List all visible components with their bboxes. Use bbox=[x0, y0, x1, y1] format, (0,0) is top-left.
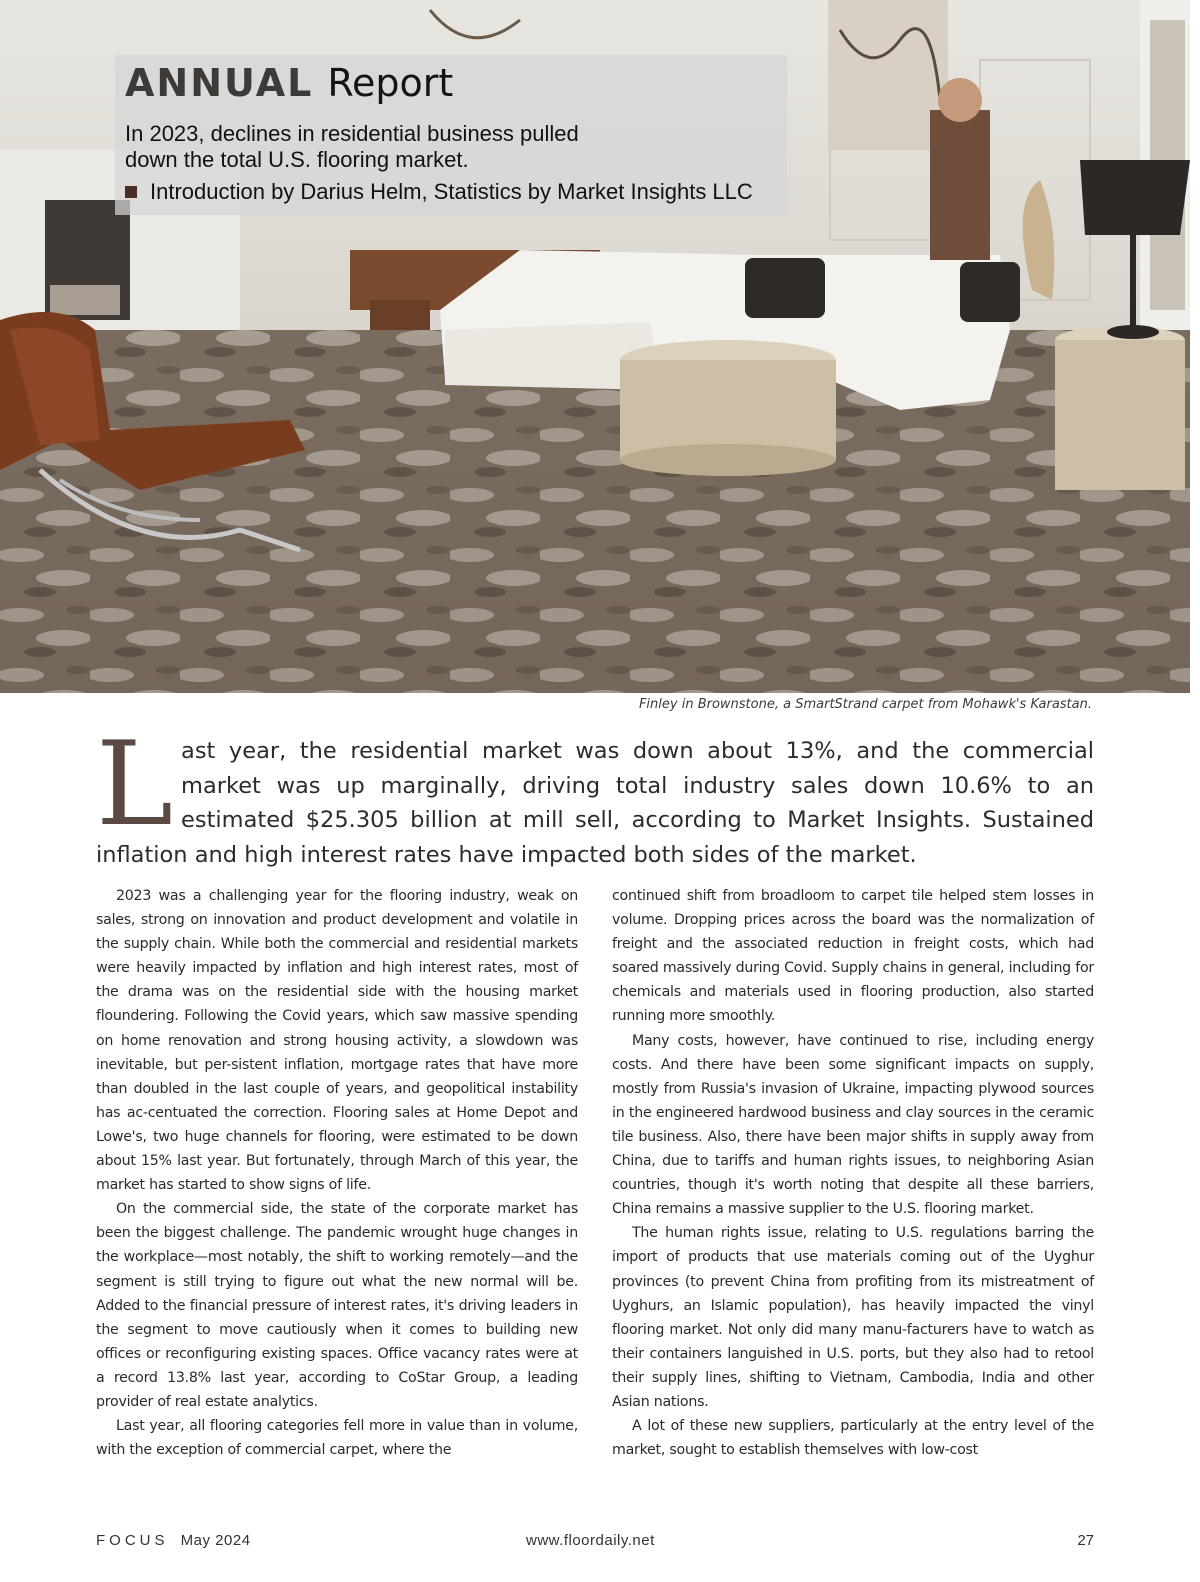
byline-text: Introduction by Darius Helm, Statistics by Market Insights LLC bbox=[150, 179, 753, 204]
body-column-right bbox=[612, 884, 1094, 1462]
body-paragraph: 2023 was a challenging year for the flooring industry, weak on sales, strong on innovation and product development and volatile in the supply chain. While both the commercial and residential markets were heavily impacted by inflation and high interest rates, most of the drama was on the residential side with the housing market floundering. Following the Covid years, which saw massive spending on home renovation and strong housing activity, a slowdown was inevitable, but per-sistent inflation, mortgage rates that have more than doubled in the last couple of years, and geopolitical instability has ac-centuated the correction. Flooring sales at Home Depot and Lowe's, two huge channels for flooring, were estimated to be down about 15% last year. But fortunately, through March of this year, the market has started to show signs of life. bbox=[96, 888, 578, 1194]
body-paragraph: Last year, all flooring categories fell more in value than in volume, with the exception of commercial carpet, where the bbox=[96, 1418, 578, 1459]
lead-paragraph bbox=[96, 717, 1094, 872]
title-strong: ANNUAL bbox=[125, 61, 314, 105]
magazine-name: FOCUS bbox=[96, 1532, 169, 1549]
body-paragraph: On the commercial side, the state of the corporate market has been the biggest challenge. The pandemic wrought huge changes in the workplace—most notably, the shift to working remotely—and the segment is still trying to figure out what the new normal will be. Added to the financial pressure of interest rates, it's driving leaders in the segment to move cautiously when it comes to building new offices or reconfiguring existing spaces. Office vacancy rates were at a record 13.8% last year, according to CoStar Group, a leading provider of real estate analytics. bbox=[96, 1201, 578, 1410]
title-light: Report bbox=[327, 61, 454, 105]
subtitle: In 2023, declines in residential business pulled down the total U.S. flooring market. bbox=[125, 121, 579, 172]
body-paragraph: Many costs, however, have continued to rise, including energy costs. And there have been some significant impacts on supply, mostly from Russia's invasion of Ukraine, impacting plywood sources in the engineered hardwood business and clay sources in the ceramic tile business. Also, there have been major shifts in supply away from China, due to tariffs and human rights issues, to neighboring Asian countries, though it's worth noting that despite all these barriers, China remains a massive supplier to the U.S. flooring market. bbox=[612, 1032, 1094, 1218]
website-link[interactable]: www.floordaily.net bbox=[526, 1532, 655, 1549]
drop-cap: L bbox=[96, 717, 174, 852]
page-number: 27 bbox=[1077, 1532, 1094, 1549]
body-paragraph: continued shift from broadloom to carpet tile helped stem losses in volume. Dropping prices across the board was the normalization of freight and the associated reduction in freight costs, which had soared massively during Covid. Supply chains in general, including for chemicals and materials used in flooring production, also started running more smoothly. bbox=[612, 888, 1094, 1025]
title-overlay bbox=[115, 55, 787, 215]
byline bbox=[125, 179, 777, 205]
page-footer bbox=[96, 1532, 1094, 1556]
bullet-square-icon bbox=[125, 186, 137, 198]
photo-caption: Finley in Brownstone, a SmartStrand carpet from Mohawk's Karastan. bbox=[638, 697, 1092, 712]
body-paragraph: The human rights issue, relating to U.S. regulations barring the import of products that use materials coming out of the Uyghur provinces (to prevent China from profiting from its mistreatment of Uyghurs, an Islamic population), has heavily impacted the vinyl flooring market. Not only did many manu-facturers have to watch as their containers languished in U.S. ports, but they also had to retool their supply lines, shifting to Vietnam, Cambodia, India and other Asian nations. bbox=[612, 1225, 1094, 1410]
body-paragraph: A lot of these new suppliers, particularly at the entry level of the market, sought to establish themselves with low-cost bbox=[612, 1418, 1094, 1459]
body-column-left bbox=[96, 884, 578, 1462]
hero-photo bbox=[0, 0, 1190, 693]
lead-text: ast year, the residential market was down about 13%, and the commercial market was up marginally, driving total industry sales down 10.6% to an estimated $25.305 billion at mill sell, according to Market Insights. Sustained inflation and high interest rates have impacted both sides of the market. bbox=[96, 738, 1094, 868]
issue-date: May 2024 bbox=[180, 1532, 251, 1549]
page-title bbox=[125, 61, 777, 117]
footer-publication bbox=[96, 1532, 251, 1549]
